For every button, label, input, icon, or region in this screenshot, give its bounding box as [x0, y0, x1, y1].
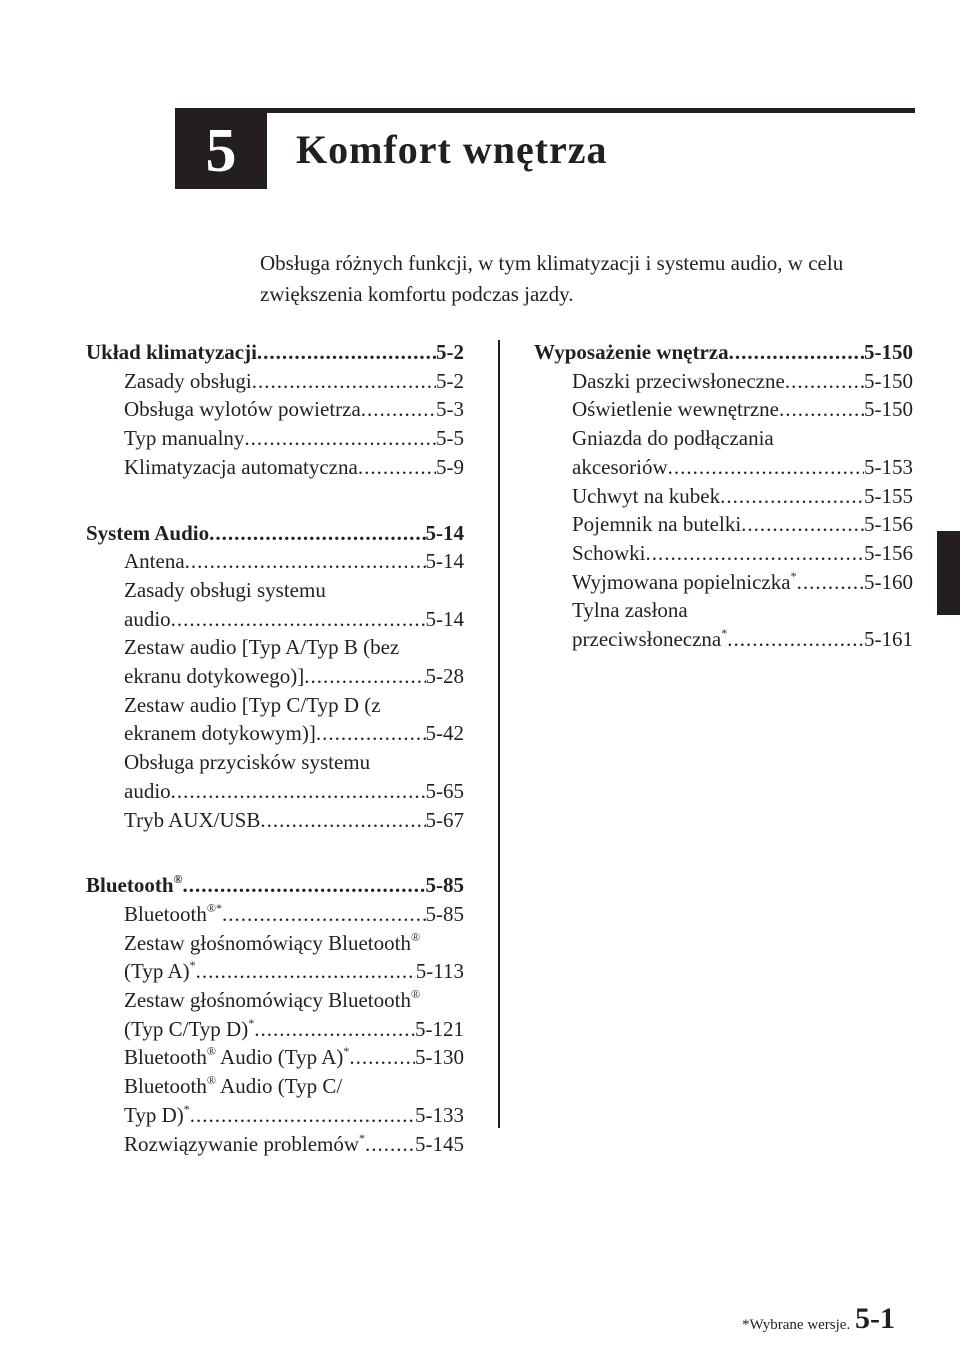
- toc-right-column: [534, 338, 913, 654]
- asterisk-mark: *: [215, 900, 222, 915]
- column-divider: [498, 340, 500, 1128]
- toc-entry[interactable]: Zasady obsługi ..... 5-2: [86, 367, 464, 396]
- toc-entry[interactable]: Antena ..... 5-14: [86, 547, 464, 576]
- toc-entry[interactable]: Uchwyt na kubek ..... 5-155: [534, 482, 913, 511]
- registered-mark: ®: [410, 929, 421, 944]
- asterisk-mark: *: [343, 1044, 350, 1059]
- asterisk-mark: *: [248, 1015, 255, 1030]
- asterisk-mark: *: [721, 626, 728, 641]
- registered-mark: ®: [410, 987, 421, 1002]
- registered-mark: ®: [206, 1073, 216, 1088]
- toc-entry-line[interactable]: Bluetooth® Audio (Typ C/: [124, 1073, 343, 1099]
- toc-entry[interactable]: Pojemnik na butelki ..... 5-156: [534, 510, 913, 539]
- toc-entry-line[interactable]: Zestaw głośnomówiący Bluetooth®: [124, 929, 421, 955]
- toc-entry[interactable]: Wyjmowana popielniczka* ..... 5-160: [534, 568, 913, 597]
- footnote: *Wybrane wersje.: [742, 1317, 851, 1333]
- toc-entry[interactable]: Bluetooth® Audio (Typ A)* ..... 5-130: [86, 1043, 464, 1072]
- toc-entry[interactable]: Bluetooth®* ..... 5-85: [86, 900, 464, 929]
- chapter-thumb-tab: [937, 531, 960, 615]
- toc-entry[interactable]: Rozwiązywanie problemów* ..... 5-145: [86, 1130, 464, 1159]
- toc-entry[interactable]: Klimatyzacja automatyczna ..... 5-9: [86, 453, 464, 482]
- toc-section-climate[interactable]: Układ klimatyzacji ..... 5-2: [86, 338, 464, 367]
- toc-entry-line[interactable]: Zestaw audio [Typ A/Typ B (bez: [124, 635, 400, 660]
- asterisk-mark: *: [359, 1130, 366, 1145]
- toc-entry[interactable]: Daszki przeciwsłoneczne ..... 5-150: [534, 367, 913, 396]
- chapter-rule: [175, 108, 915, 113]
- toc-entry[interactable]: przeciwsłoneczna* ..... 5-161: [534, 625, 913, 654]
- toc-section-audio[interactable]: System Audio ..... 5-14: [86, 519, 464, 548]
- toc-entry[interactable]: Obsługa wylotów powietrza ..... 5-3: [86, 395, 464, 424]
- toc-entry[interactable]: (Typ A)* ..... 5-113: [86, 957, 464, 986]
- intro-line: Obsługa różnych funkcji, w tym klimatyzacji i systemu audio, w celu: [260, 251, 844, 275]
- toc-entry[interactable]: audio ..... 5-14: [86, 605, 464, 634]
- toc-entry-line[interactable]: Tylna zasłona: [572, 598, 688, 623]
- toc-entry-line[interactable]: Zestaw głośnomówiący Bluetooth®: [124, 987, 421, 1013]
- intro-line: zwiększenia komfortu podczas jazdy.: [260, 282, 574, 306]
- toc-entry[interactable]: ekranu dotykowego)] ..... 5-28: [86, 662, 464, 691]
- toc-entry-line[interactable]: Obsługa przycisków systemu: [124, 750, 371, 775]
- asterisk-mark: *: [790, 568, 797, 583]
- toc-entry[interactable]: Oświetlenie wewnętrzne ..... 5-150: [534, 395, 913, 424]
- toc-entry[interactable]: Tryb AUX/USB ..... 5-67: [86, 806, 464, 835]
- toc-entry[interactable]: Typ manualny ..... 5-5: [86, 424, 464, 453]
- chapter-title: Komfort wnętrza: [296, 127, 608, 172]
- asterisk-mark: *: [189, 958, 196, 973]
- toc-entry-line[interactable]: Gniazda do podłączania: [572, 426, 774, 451]
- toc-entry[interactable]: Typ D)* ..... 5-133: [86, 1101, 464, 1130]
- chapter-number: 5: [175, 113, 267, 189]
- page-number: 5-1: [855, 1302, 895, 1335]
- asterisk-mark: *: [183, 1101, 190, 1116]
- registered-mark: ®: [206, 1044, 216, 1059]
- toc-section-bluetooth[interactable]: Bluetooth® ..... 5-85: [86, 871, 464, 900]
- toc-entry-line[interactable]: Zasady obsługi systemu: [124, 577, 326, 602]
- registered-mark: ®: [173, 872, 183, 887]
- toc-entry[interactable]: ekranem dotykowym)] ..... 5-42: [86, 719, 464, 748]
- toc-entry[interactable]: audio ..... 5-65: [86, 777, 464, 806]
- toc-left-column: [86, 338, 464, 1158]
- toc-entry-line[interactable]: Zestaw audio [Typ C/Typ D (z: [124, 692, 381, 717]
- toc-section-interior[interactable]: Wyposażenie wnętrza ..... 5-150: [534, 338, 913, 367]
- chapter-intro: [260, 248, 900, 310]
- toc-entry[interactable]: (Typ C/Typ D)* ..... 5-121: [86, 1015, 464, 1044]
- toc-entry[interactable]: Schowki ..... 5-156: [534, 539, 913, 568]
- toc-entry[interactable]: akcesoriów ..... 5-153: [534, 453, 913, 482]
- registered-mark: ®: [206, 900, 216, 915]
